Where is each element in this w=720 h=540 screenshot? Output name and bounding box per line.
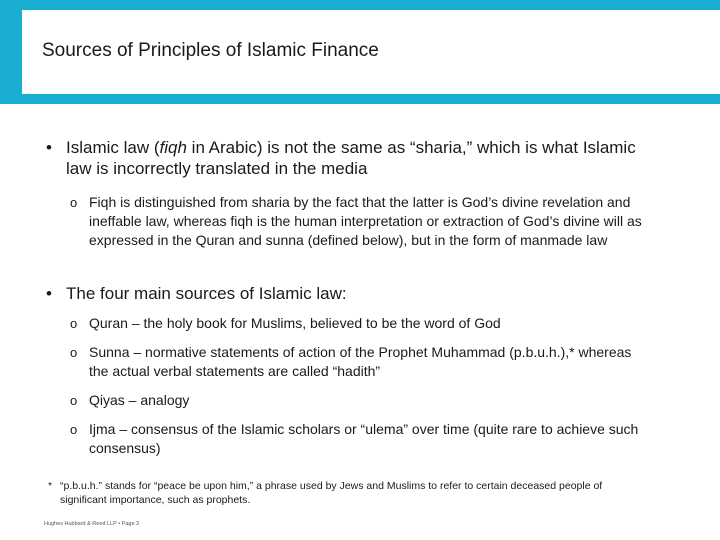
bullet-text: Islamic law (fiqh in Arabic) is not the same as “sharia,” which is what Islamic law is incorrectly translated in the media [66,138,636,178]
header-bar [0,0,720,104]
sub-bullet-marker: o [70,345,78,360]
bullet-islamic-law [46,137,656,179]
sub-bullet-quran [70,314,650,333]
sub-bullet-marker: o [70,422,78,437]
sub-bullet-marker: o [70,195,78,210]
footnote-text: “p.b.u.h.” stands for “peace be upon him,” a phrase used by Jews and Muslims to refer to certain deceased people of significant importance, such as prophets. [60,480,603,506]
sub-bullet-sunna [70,343,650,381]
slide-title: Sources of Principles of Islamic Finance [42,40,379,61]
sub-bullet-fiqh-definition [70,193,650,250]
footnote-marker: * [48,480,53,492]
sub-bullet-ijma [70,420,650,458]
slide-footer: Hughes Hubbard & Reed LLP • Page 3 [44,521,140,527]
sub-bullet-qiyas [70,391,650,410]
bullet-dot: • [46,284,52,303]
bullet-four-sources [46,283,656,304]
title-panel [22,10,720,94]
sub-bullet-marker: o [70,316,78,331]
bullet-dot: • [46,138,52,157]
italic-term-fiqh: fiqh [159,138,187,157]
sub-bullet-text: Quran – the holy book for Muslims, believed to be the word of God [89,315,501,331]
bullet-text: The four main sources of Islamic law: [66,284,347,303]
footnote [48,479,648,507]
sub-bullet-text: Fiqh is distinguished from sharia by the fact that the latter is God’s divine revelation and ineffable law, whereas fiqh is the human interpretation or extraction of God’s divine will as expressed in the Quran and sunna (defined below), but in the form of manmade law [89,194,642,248]
sub-bullet-marker: o [70,393,78,408]
sub-bullet-text: Sunna – normative statements of action of the Prophet Muhammad (p.b.u.h.),* whereas the actual verbal statements are called “hadith” [89,344,632,379]
sub-bullet-text: Qiyas – analogy [89,392,190,408]
sub-bullet-text: Ijma – consensus of the Islamic scholars or “ulema” over time (quite rare to achieve such consensus) [89,421,639,456]
